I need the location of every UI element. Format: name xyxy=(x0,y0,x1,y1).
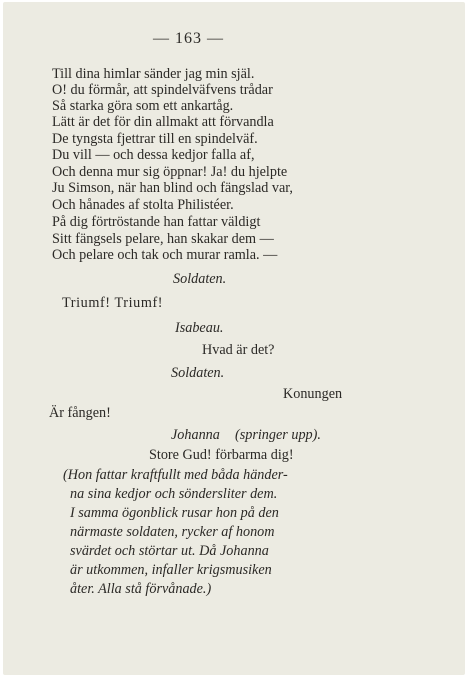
dialogue-line: Store Gud! förbarma dig! xyxy=(149,447,294,463)
stage-direction-line: är utkommen, infaller krigsmusiken xyxy=(70,562,272,578)
stage-direction-line: na sina kedjor och söndersliter dem. xyxy=(70,486,278,502)
dialogue-line: Hvad är det? xyxy=(202,342,275,358)
speaker-name: Soldaten. xyxy=(171,365,225,381)
verse-line: De tyngsta fjettrar till en spindelväf. xyxy=(52,131,258,147)
verse-line: Lätt är det för din allmakt att förvandla xyxy=(52,114,274,130)
stage-direction-line: åter. Alla stå förvånade.) xyxy=(70,581,212,597)
verse-line: Du vill — och dessa kedjor falla af, xyxy=(52,147,255,163)
dialogue-line: Triumf! Triumf! xyxy=(62,295,164,311)
stage-direction-line: I samma ögonblick rusar hon på den xyxy=(70,505,279,521)
page-number: — 163 — xyxy=(153,30,224,47)
dialogue-line: Konungen xyxy=(283,386,343,402)
stage-direction-line: svärdet och störtar ut. Då Johanna xyxy=(70,543,269,559)
verse-line: Och hånades af stolta Philistéer. xyxy=(52,197,234,213)
stage-direction-inline: (springer upp). xyxy=(235,427,321,443)
speaker-name: Soldaten. xyxy=(173,271,227,287)
verse-line: Och denna mur sig öppnar! Ja! du hjelpte xyxy=(52,164,288,180)
verse-line: Sitt fängsels pelare, han skakar dem — xyxy=(52,231,274,247)
stage-direction-line: (Hon fattar kraftfullt med båda händer- xyxy=(63,467,288,483)
verse-line: På dig förtröstande han fattar väldigt xyxy=(52,214,261,230)
verse-line: Och pelare och tak och murar ramla. — xyxy=(52,247,278,263)
book-page xyxy=(3,2,465,675)
stage-direction-line: närmaste soldaten, rycker af honom xyxy=(70,524,275,540)
verse-line: O! du förmår, att spindelväfvens trådar xyxy=(52,82,273,98)
dialogue-line: Är fången! xyxy=(49,405,111,421)
verse-line: Till dina himlar sänder jag min själ. xyxy=(52,66,255,82)
verse-line: Ju Simson, när han blind och fängslad var, xyxy=(52,180,293,196)
speaker-name: Johanna xyxy=(171,427,220,443)
verse-line: Så starka göra som ett ankartåg. xyxy=(52,98,234,114)
speaker-name: Isabeau. xyxy=(175,320,224,336)
